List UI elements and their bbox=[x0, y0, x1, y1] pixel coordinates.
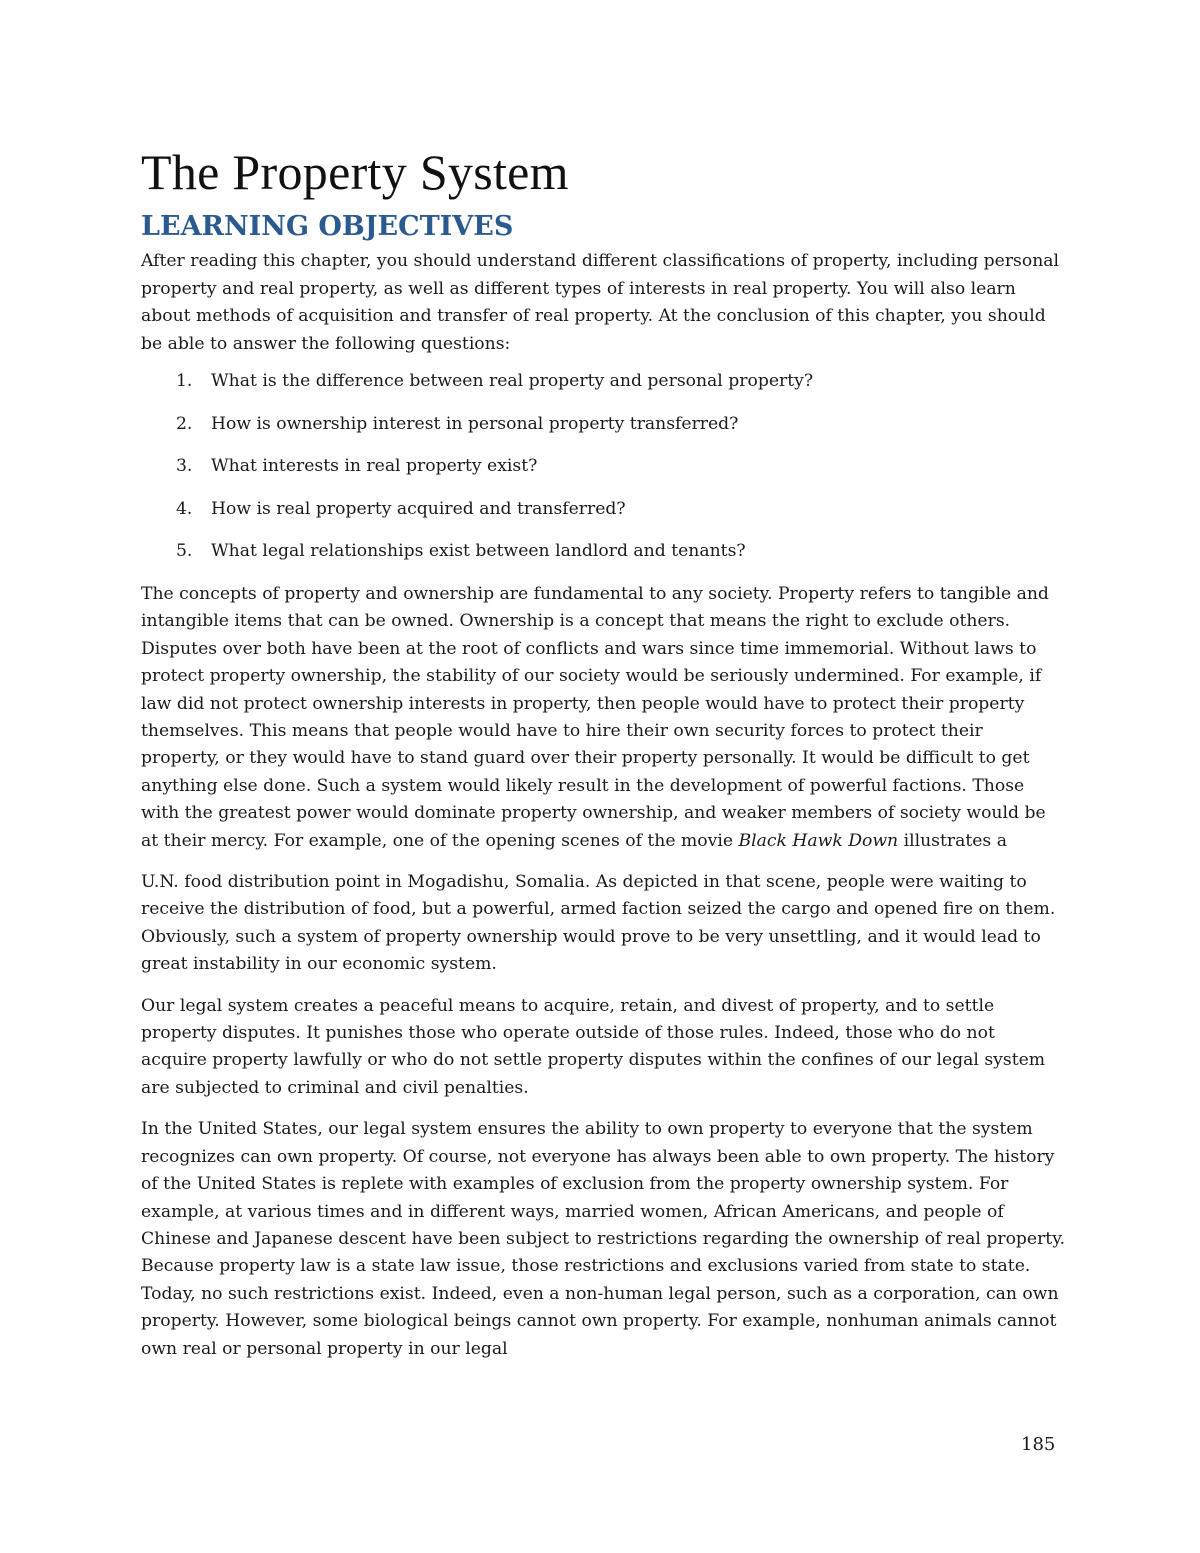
list-item-text: What interests in real property exist? bbox=[211, 456, 538, 477]
paragraph-text: The concepts of property and ownership are fundamental to any society. Property refers to tangible and intangible items that can be owned. Ownership is a concept that means the right to exclude others. Disputes over both have been at the root of conflicts and wars since time immemorial. Without laws to protect property ownership, the stability of our society would be seriously undermined. For example, if law did not protect ownership interests in property, then people would have to protect their property themselves. This means that people would have to hire their own security forces to protect their property, or they would have to stand guard over their property personally. It would be difficult to get anything else done. Such a system would likely result in the development of powerful factions. Those with the greatest power would dominate property ownership, and weaker members of society would be at their mercy. For example, one of the opening scenes of the movie bbox=[141, 583, 1049, 851]
body-paragraph-2: U.N. food distribution point in Mogadishu, Somalia. As depicted in that scene, people were waiting to receive the distribution of food, but a powerful, armed faction seized the cargo and opened fire on them. Obviously, such a system of property ownership would prove to be very unsettling, and it would lead to great instability in our economic system. bbox=[141, 872, 1056, 975]
body-paragraph-1 bbox=[141, 581, 1066, 855]
list-item-number: 5. bbox=[176, 541, 193, 562]
list-item bbox=[141, 538, 1066, 565]
list-item-number: 4. bbox=[176, 498, 193, 519]
list-item bbox=[141, 453, 1066, 480]
movie-title: Black Hawk Down bbox=[738, 830, 899, 851]
body-paragraph-4: In the United States, our legal system ensures the ability to own property to everyone that the system recognizes can own property. Of course, not everyone has always been able to own property. The history of the United States is replete with examples of exclusion from the property ownership system. For example, at various times and in different ways, married women, African Americans, and people of Chinese and Japanese descent have been subject to restrictions regarding the ownership of real property. Because property law is a state law issue, those restrictions and exclusions varied from state to state. Today, no such restrictions exist. Indeed, even a non-human legal person, such as a corporation, can own property. However, some biological beings cannot own property. For example, nonhuman animals cannot own real or personal property in our legal bbox=[141, 1119, 1066, 1359]
list-item bbox=[141, 411, 1066, 438]
learning-objectives-heading: LEARNING OBJECTIVES bbox=[141, 211, 514, 242]
questions-list bbox=[141, 368, 1066, 565]
page-title: The Property System bbox=[141, 144, 569, 200]
document-page bbox=[141, 140, 1066, 1377]
list-item-text: How is ownership interest in personal property transferred? bbox=[211, 413, 739, 434]
list-item-text: What is the difference between real property and personal property? bbox=[211, 371, 814, 391]
paragraph-text: illustrates a bbox=[898, 830, 1007, 851]
list-item bbox=[141, 368, 1066, 395]
list-item-number: 2. bbox=[176, 413, 193, 434]
list-item-number: 3. bbox=[176, 456, 193, 477]
list-item-text: How is real property acquired and transferred? bbox=[211, 498, 626, 519]
page-number: 185 bbox=[1021, 1434, 1056, 1455]
intro-paragraph: After reading this chapter, you should understand different classifications of property, including personal property and real property, as well as different types of interests in real property. You will also learn about methods of acquisition and transfer of real property. At the conclusion of this chapter, you should be able to answer the following questions: bbox=[141, 251, 1060, 354]
list-item-number: 1. bbox=[176, 371, 193, 391]
body-paragraph-3: Our legal system creates a peaceful means to acquire, retain, and divest of property, and to settle property disputes. It punishes those who operate outside of those rules. Indeed, those who do not acquire property lawfully or who do not settle property disputes within the confines of our legal system are subjected to criminal and civil penalties. bbox=[141, 995, 1046, 1098]
list-item-text: What legal relationships exist between landlord and tenants? bbox=[211, 541, 746, 562]
list-item bbox=[141, 496, 1066, 523]
